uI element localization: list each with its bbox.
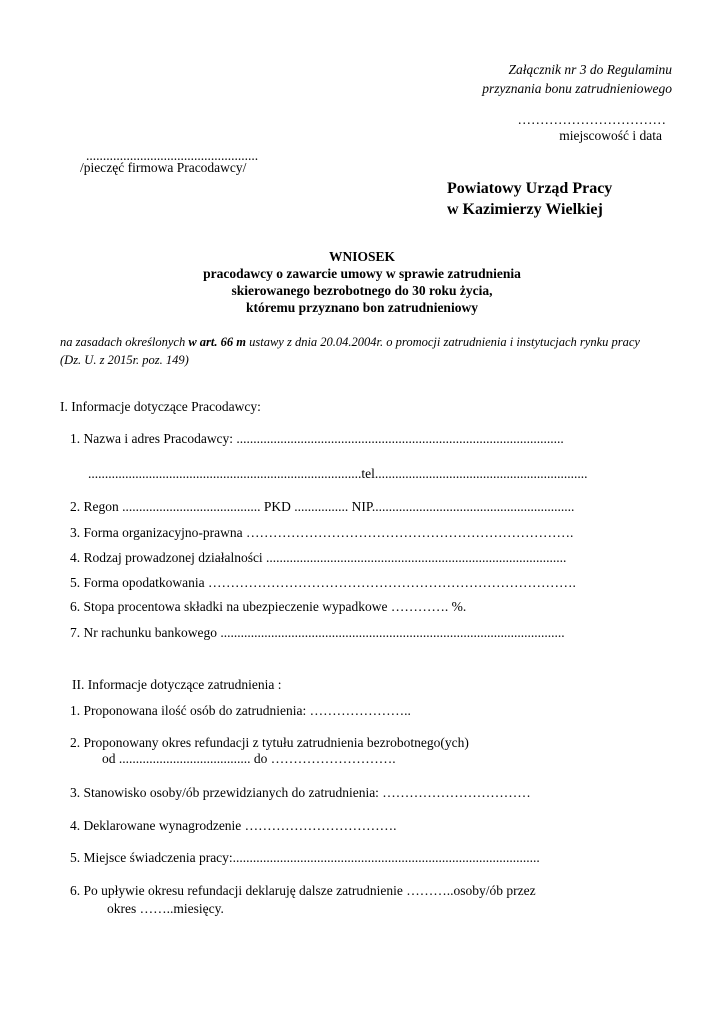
title-line-4: któremu przyznano bon zatrudnieniowy [246,300,478,315]
regon-pkd-nip-field[interactable]: 2. Regon ......................................... PKD ................ NIP............................................................ [70,499,575,514]
annex-line-2: przyznania bonu zatrudnieniowego [482,81,672,96]
office-line-2: w Kazimierzy Wielkiej [447,201,603,218]
bank-account-field[interactable]: 7. Nr rachunku bankowego ...................................................................................................... [70,625,565,640]
legal-part-1: na zasadach określonych [60,335,189,349]
number-of-persons-field[interactable]: 1. Proponowana ilość osób do zatrudnienia: ………………….. [70,703,411,718]
taxation-form-field[interactable]: 5. Forma opodatkowania ………………………………………………………………………. [70,575,576,590]
office-line-1: Powiatowy Urząd Pracy [447,180,613,197]
employer-name-address-field[interactable]: 1. Nazwa i adres Pracodawcy: ................................................................................................. [70,431,564,446]
legal-article: w art. 66 m [188,335,246,349]
title-line-1: WNIOSEK [328,249,396,264]
title-line-3: skierowanego bezrobotnego do 30 roku życia, [231,283,493,298]
legal-basis [60,333,650,369]
refund-period-label: 2. Proponowany okres refundacji z tytułu zatrudnienia bezrobotnego(ych) [70,735,469,750]
employer-address-tel-field[interactable]: .................................................................................tel............................................................... [88,466,588,481]
company-stamp-label: /pieczęć firmowa Pracodawcy/ [80,160,247,175]
workplace-field[interactable]: 5. Miejsce świadczenia pracy:........................................................................................... [70,850,540,865]
place-date-label: miejscowość i data [559,128,662,143]
legal-form-field[interactable]: 3. Forma organizacyjno-prawna ………………………………………………………………. [70,525,574,540]
annex-line-1: Załącznik nr 3 do Regulaminu [508,62,672,77]
declared-salary-field[interactable]: 4. Deklarowane wynagrodzenie ……………………………. [70,818,397,833]
accident-insurance-rate-field[interactable]: 6. Stopa procentowa składki na ubezpieczenie wypadkowe …………. %. [70,599,467,614]
refund-period-field[interactable]: od ....................................... do ………………………. [102,751,396,766]
section-2-heading: II. Informacje dotyczące zatrudnienia : [72,677,282,692]
office-addressee [447,178,612,220]
further-employment-field[interactable]: 6. Po upływie okresu refundacji deklaruję dalsze zatrudnienie ………..osoby/ób przez [70,883,536,898]
company-stamp-field[interactable]: ................................................... [86,148,259,163]
title-line-2: pracodawcy o zawarcie umowy w sprawie zatrudnienia [203,266,521,281]
annex-header [482,60,672,98]
document-title [0,248,724,316]
place-date-field[interactable]: …………………………… [517,112,666,127]
further-employment-period-field[interactable]: okres ……..miesięcy. [107,901,224,916]
section-1-heading: I. Informacje dotyczące Pracodawcy: [60,399,261,414]
position-field[interactable]: 3. Stanowisko osoby/ób przewidzianych do zatrudnienia: …………………………… [70,785,531,800]
legal-part-3: ustawy z dnia 20.04.2004r. o promocji zatrudnienia i instytucjach rynku pracy (Dz. U. z 2015r. poz. 149) [60,335,640,367]
business-type-field[interactable]: 4. Rodzaj prowadzonej działalności ......................................................................................... [70,550,567,565]
